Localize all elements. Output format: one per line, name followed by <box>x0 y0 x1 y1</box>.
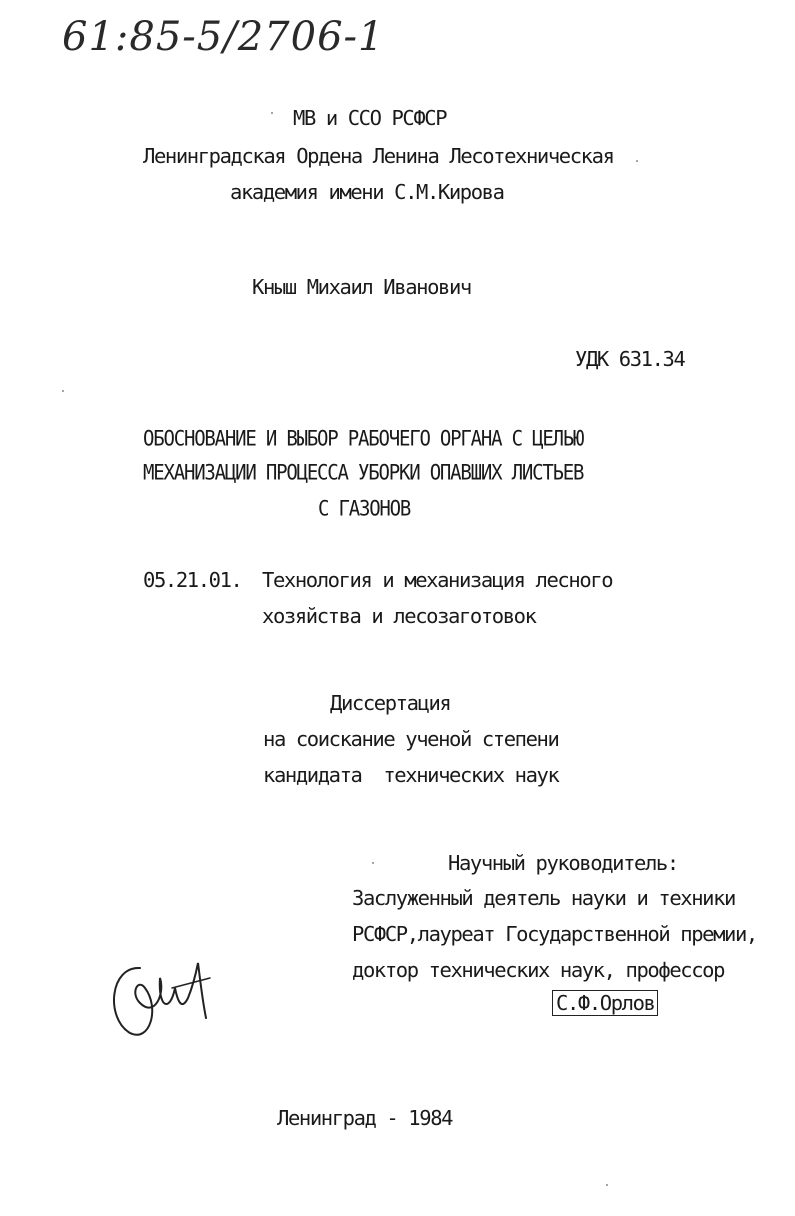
archive-number-handwritten: 61:85-5/2706-1 <box>62 14 385 60</box>
degree-line-1: Диссертация <box>330 691 451 715</box>
degree-line-2: на соискание ученой степени <box>263 727 559 751</box>
title-line-3: С ГАЗОНОВ <box>318 496 411 521</box>
scan-speck <box>606 1184 608 1186</box>
specialty-name-line-2: хозяйства и лесозаготовок <box>262 604 536 628</box>
specialty-name-line-1: Технология и механизация лесного <box>262 568 613 592</box>
supervisor-name: С.Ф.Орлов <box>552 990 658 1016</box>
supervisor-label: Научный руководитель: <box>448 851 678 875</box>
scan-speck <box>372 862 374 864</box>
title-line-1: ОБОСНОВАНИЕ И ВЫБОР РАБОЧЕГО ОРГАНА С ЦЕЛЬЮ <box>143 426 584 451</box>
author-signature <box>100 948 230 1048</box>
title-line-2: МЕХАНИЗАЦИИ ПРОЦЕССА УБОРКИ ОПАВШИХ ЛИСТЬЕВ <box>143 460 584 485</box>
supervisor-line-1: Заслуженный деятель науки и техники <box>352 886 735 910</box>
institution-line-1: Ленинградская Ордена Ленина Лесотехническая <box>143 144 614 168</box>
specialty-code: 05.21.01. <box>143 568 242 592</box>
supervisor-line-3: доктор технических наук, профессор <box>352 958 725 982</box>
author-name: Кныш Михаил Иванович <box>252 275 471 299</box>
scan-speck <box>271 112 273 114</box>
institution-line-2: академия имени С.М.Кирова <box>230 180 504 204</box>
degree-line-3: кандидата технических наук <box>263 763 559 787</box>
scan-speck <box>62 390 64 392</box>
udc-code: УДК 631.34 <box>575 347 685 371</box>
place-and-year: Ленинград - 1984 <box>277 1106 453 1130</box>
ministry: МВ и ССО РСФСР <box>293 106 447 130</box>
supervisor-line-2: РСФСР,лауреат Государственной премии, <box>352 922 757 946</box>
scan-speck <box>636 160 638 162</box>
